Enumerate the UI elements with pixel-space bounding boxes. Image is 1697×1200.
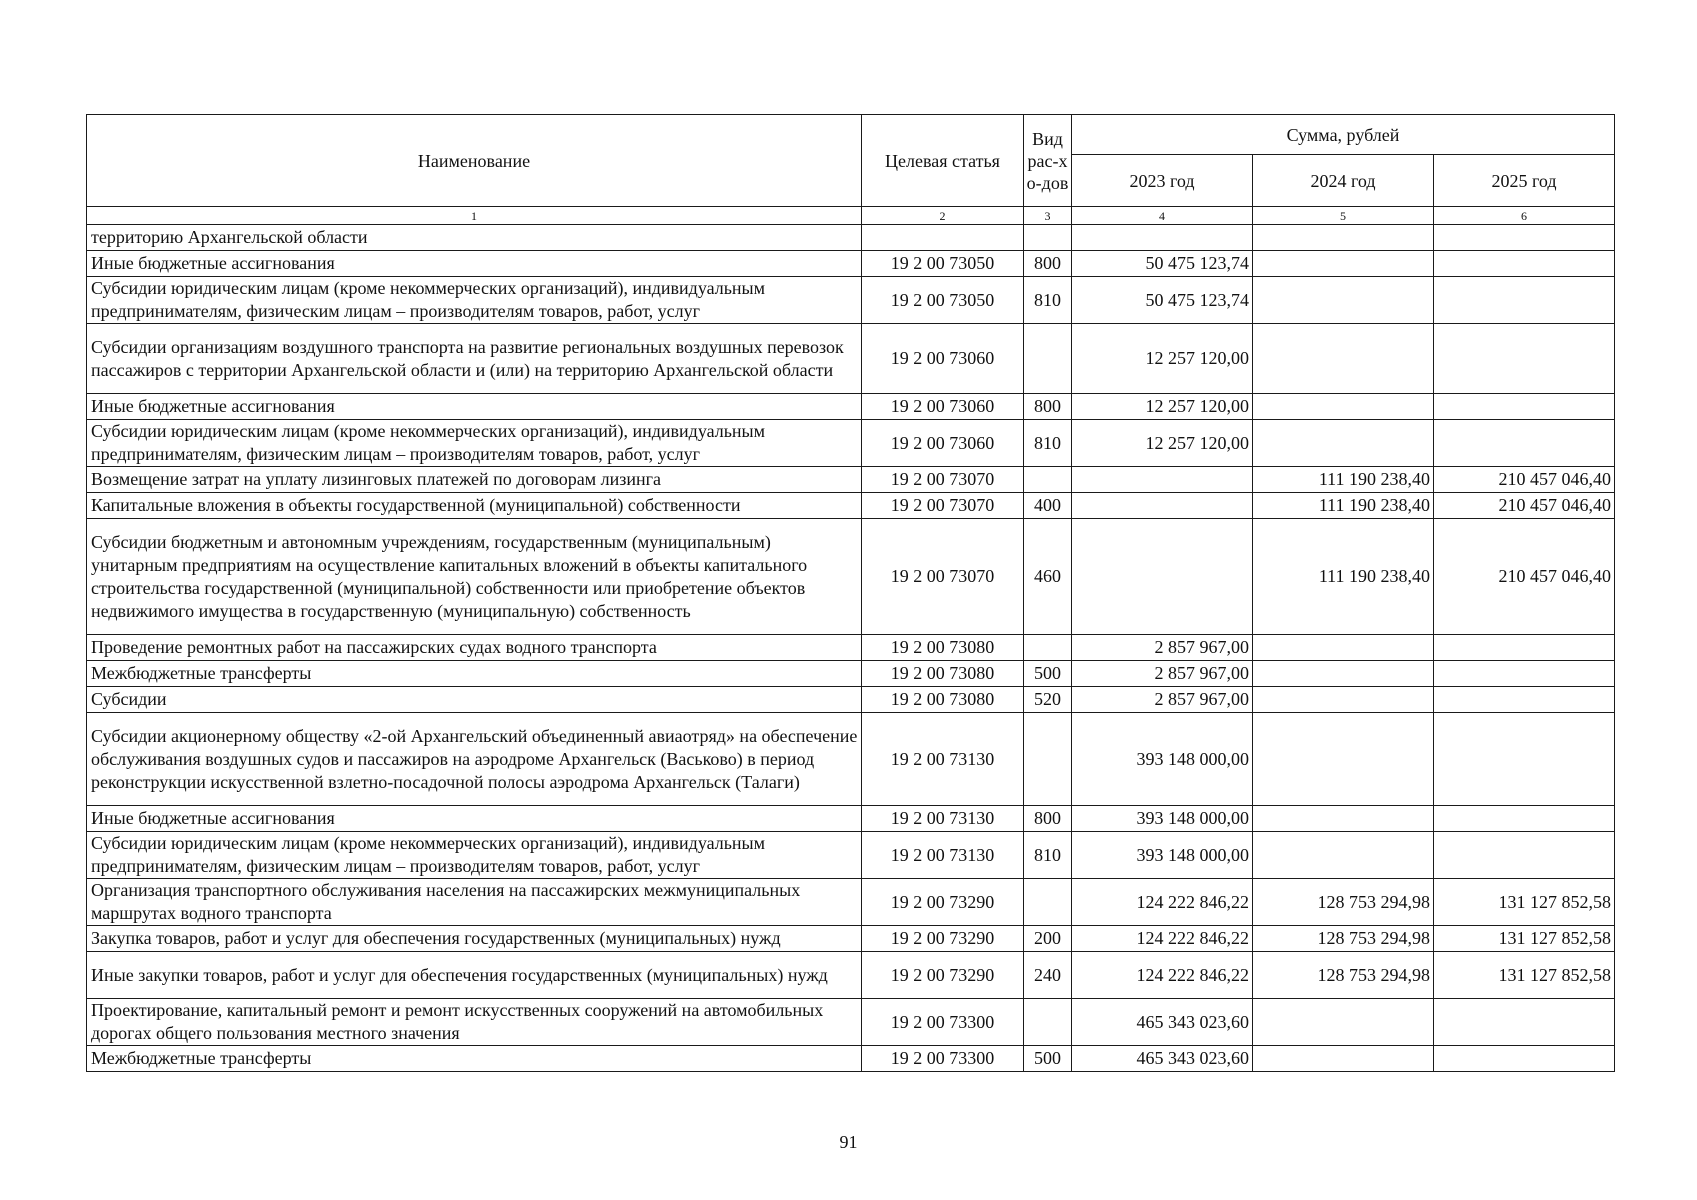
cell-amount-2024: 111 190 238,40 — [1253, 519, 1434, 635]
cell-amount-2025 — [1434, 1046, 1615, 1072]
table-row — [87, 635, 1615, 661]
table-row — [87, 926, 1615, 952]
cell-kind: 800 — [1024, 394, 1072, 420]
cell-amount-2025 — [1434, 394, 1615, 420]
cell-amount-2024: 128 753 294,98 — [1253, 926, 1434, 952]
table-body — [87, 225, 1615, 1072]
cell-amount-2025 — [1434, 713, 1615, 806]
header-name: Наименование — [87, 115, 862, 207]
cell-amount-2024: 128 753 294,98 — [1253, 952, 1434, 999]
cell-amount-2024 — [1253, 661, 1434, 687]
cell-amount-2023: 2 857 967,00 — [1072, 687, 1253, 713]
cell-amount-2024 — [1253, 832, 1434, 879]
table-row — [87, 952, 1615, 999]
cell-amount-2024: 128 753 294,98 — [1253, 879, 1434, 926]
cell-amount-2024 — [1253, 635, 1434, 661]
cell-name: Организация транспортного обслуживания населения на пассажирских межмуниципальных маршрутах водного транспорта — [87, 879, 862, 926]
cell-amount-2024 — [1253, 1046, 1434, 1072]
cell-kind — [1024, 635, 1072, 661]
cell-amount-2025: 131 127 852,58 — [1434, 879, 1615, 926]
cell-amount-2023: 50 475 123,74 — [1072, 251, 1253, 277]
cell-amount-2023 — [1072, 225, 1253, 251]
column-number: 1 — [87, 207, 862, 225]
cell-amount-2024 — [1253, 806, 1434, 832]
cell-kind: 400 — [1024, 493, 1072, 519]
cell-name: Межбюджетные трансферты — [87, 661, 862, 687]
cell-amount-2023: 12 257 120,00 — [1072, 324, 1253, 394]
cell-kind: 810 — [1024, 832, 1072, 879]
cell-kind — [1024, 879, 1072, 926]
cell-amount-2024 — [1253, 999, 1434, 1046]
cell-amount-2023 — [1072, 467, 1253, 493]
cell-amount-2023: 50 475 123,74 — [1072, 277, 1253, 324]
cell-kind: 520 — [1024, 687, 1072, 713]
cell-amount-2025 — [1434, 832, 1615, 879]
cell-kind — [1024, 324, 1072, 394]
cell-amount-2024 — [1253, 324, 1434, 394]
cell-amount-2024 — [1253, 394, 1434, 420]
cell-amount-2025 — [1434, 420, 1615, 467]
cell-kind — [1024, 225, 1072, 251]
cell-amount-2025 — [1434, 635, 1615, 661]
cell-kind: 810 — [1024, 420, 1072, 467]
column-number: 4 — [1072, 207, 1253, 225]
cell-article: 19 2 00 73050 — [862, 277, 1024, 324]
cell-kind — [1024, 999, 1072, 1046]
cell-article: 19 2 00 73080 — [862, 635, 1024, 661]
cell-article: 19 2 00 73130 — [862, 832, 1024, 879]
header-sum: Сумма, рублей — [1072, 115, 1615, 155]
cell-name: Проведение ремонтных работ на пассажирских судах водного транспорта — [87, 635, 862, 661]
cell-amount-2024 — [1253, 225, 1434, 251]
cell-amount-2023: 465 343 023,60 — [1072, 1046, 1253, 1072]
cell-article: 19 2 00 73300 — [862, 1046, 1024, 1072]
cell-article: 19 2 00 73060 — [862, 394, 1024, 420]
cell-name: Субсидии акционерному обществу «2-ой Архангельский объединенный авиаотряд» на обеспечение обслуживания воздушных судов и пассажиров на аэродроме Архангельск (Васьково) в период реконструкции искусственной взлетно-посадочной полосы аэродрома Архангельск (Талаги) — [87, 713, 862, 806]
cell-amount-2023: 12 257 120,00 — [1072, 420, 1253, 467]
cell-article: 19 2 00 73050 — [862, 251, 1024, 277]
cell-amount-2023 — [1072, 519, 1253, 635]
cell-amount-2024: 111 190 238,40 — [1253, 493, 1434, 519]
cell-amount-2024 — [1253, 687, 1434, 713]
cell-amount-2024 — [1253, 420, 1434, 467]
cell-name: Субсидии организациям воздушного транспорта на развитие региональных воздушных перевозок пассажиров с территории Архангельской области и (или) на территорию Архангельской области — [87, 324, 862, 394]
table-row — [87, 467, 1615, 493]
cell-name: Иные бюджетные ассигнования — [87, 394, 862, 420]
cell-amount-2025 — [1434, 225, 1615, 251]
cell-amount-2023 — [1072, 493, 1253, 519]
cell-article — [862, 225, 1024, 251]
header-year-2025: 2025 год — [1434, 155, 1615, 207]
cell-name: Субсидии бюджетным и автономным учреждениям, государственным (муниципальным) унитарным предприятиям на осуществление капитальных вложений в объекты капитального строительства государственной (муниципальной) собственности или приобретение объектов недвижимого имущества в государственную (муниципальную) собственность — [87, 519, 862, 635]
table-row — [87, 687, 1615, 713]
cell-kind: 240 — [1024, 952, 1072, 999]
cell-kind: 500 — [1024, 661, 1072, 687]
cell-amount-2023: 465 343 023,60 — [1072, 999, 1253, 1046]
cell-kind — [1024, 713, 1072, 806]
table-row — [87, 420, 1615, 467]
cell-amount-2025: 131 127 852,58 — [1434, 952, 1615, 999]
table-row — [87, 324, 1615, 394]
column-number: 2 — [862, 207, 1024, 225]
cell-name: территорию Архангельской области — [87, 225, 862, 251]
table-row — [87, 1046, 1615, 1072]
cell-name: Иные закупки товаров, работ и услуг для обеспечения государственных (муниципальных) нужд — [87, 952, 862, 999]
cell-name: Капитальные вложения в объекты государственной (муниципальной) собственности — [87, 493, 862, 519]
cell-name: Проектирование, капитальный ремонт и ремонт искусственных сооружений на автомобильных дорогах общего пользования местного значения — [87, 999, 862, 1046]
table-row — [87, 999, 1615, 1046]
table-row — [87, 832, 1615, 879]
cell-kind: 460 — [1024, 519, 1072, 635]
cell-article: 19 2 00 73070 — [862, 519, 1024, 635]
column-number: 6 — [1434, 207, 1615, 225]
cell-amount-2025 — [1434, 661, 1615, 687]
page-number: 91 — [839, 1132, 858, 1152]
cell-amount-2025: 210 457 046,40 — [1434, 467, 1615, 493]
cell-kind: 500 — [1024, 1046, 1072, 1072]
table-row — [87, 277, 1615, 324]
cell-amount-2025 — [1434, 251, 1615, 277]
cell-kind — [1024, 467, 1072, 493]
cell-article: 19 2 00 73290 — [862, 879, 1024, 926]
table-row — [87, 806, 1615, 832]
cell-article: 19 2 00 73060 — [862, 420, 1024, 467]
column-number: 3 — [1024, 207, 1072, 225]
cell-name: Закупка товаров, работ и услуг для обеспечения государственных (муниципальных) нужд — [87, 926, 862, 952]
cell-name: Субсидии юридическим лицам (кроме некоммерческих организаций), индивидуальным предпринимателям, физическим лицам – производителям товаров, работ, услуг — [87, 420, 862, 467]
cell-kind: 810 — [1024, 277, 1072, 324]
table-row — [87, 225, 1615, 251]
budget-table — [86, 114, 1615, 1072]
cell-amount-2023: 393 148 000,00 — [1072, 806, 1253, 832]
cell-amount-2023: 393 148 000,00 — [1072, 713, 1253, 806]
cell-amount-2025 — [1434, 999, 1615, 1046]
cell-amount-2023: 2 857 967,00 — [1072, 635, 1253, 661]
cell-amount-2025 — [1434, 806, 1615, 832]
header-year-2023: 2023 год — [1072, 155, 1253, 207]
cell-article: 19 2 00 73290 — [862, 926, 1024, 952]
table-row — [87, 713, 1615, 806]
cell-amount-2024 — [1253, 251, 1434, 277]
cell-name: Иные бюджетные ассигнования — [87, 806, 862, 832]
table-row — [87, 251, 1615, 277]
cell-amount-2025: 131 127 852,58 — [1434, 926, 1615, 952]
cell-amount-2023: 124 222 846,22 — [1072, 879, 1253, 926]
cell-amount-2025 — [1434, 277, 1615, 324]
cell-kind: 800 — [1024, 806, 1072, 832]
cell-article: 19 2 00 73070 — [862, 467, 1024, 493]
cell-article: 19 2 00 73070 — [862, 493, 1024, 519]
table-row — [87, 519, 1615, 635]
cell-kind: 800 — [1024, 251, 1072, 277]
cell-article: 19 2 00 73080 — [862, 661, 1024, 687]
cell-amount-2024 — [1253, 713, 1434, 806]
cell-name: Субсидии юридическим лицам (кроме некоммерческих организаций), индивидуальным предпринимателям, физическим лицам – производителям товаров, работ, услуг — [87, 832, 862, 879]
table-row — [87, 879, 1615, 926]
cell-article: 19 2 00 73130 — [862, 713, 1024, 806]
table-row — [87, 493, 1615, 519]
cell-name: Субсидии юридическим лицам (кроме некоммерческих организаций), индивидуальным предпринимателям, физическим лицам – производителям товаров, работ, услуг — [87, 277, 862, 324]
cell-amount-2023: 12 257 120,00 — [1072, 394, 1253, 420]
cell-amount-2025: 210 457 046,40 — [1434, 493, 1615, 519]
cell-name: Возмещение затрат на уплату лизинговых платежей по договорам лизинга — [87, 467, 862, 493]
cell-amount-2025 — [1434, 687, 1615, 713]
cell-article: 19 2 00 73080 — [862, 687, 1024, 713]
cell-article: 19 2 00 73060 — [862, 324, 1024, 394]
cell-amount-2023: 393 148 000,00 — [1072, 832, 1253, 879]
cell-name: Иные бюджетные ассигнования — [87, 251, 862, 277]
cell-amount-2023: 124 222 846,22 — [1072, 952, 1253, 999]
cell-amount-2025 — [1434, 324, 1615, 394]
header-kind: Вид рас-хо-дов — [1024, 115, 1072, 207]
table-row — [87, 394, 1615, 420]
cell-amount-2024: 111 190 238,40 — [1253, 467, 1434, 493]
cell-kind: 200 — [1024, 926, 1072, 952]
cell-name: Межбюджетные трансферты — [87, 1046, 862, 1072]
cell-article: 19 2 00 73290 — [862, 952, 1024, 999]
cell-name: Субсидии — [87, 687, 862, 713]
header-article: Целевая статья — [862, 115, 1024, 207]
column-number: 5 — [1253, 207, 1434, 225]
cell-amount-2024 — [1253, 277, 1434, 324]
table-row — [87, 661, 1615, 687]
cell-article: 19 2 00 73130 — [862, 806, 1024, 832]
cell-amount-2023: 2 857 967,00 — [1072, 661, 1253, 687]
header-year-2024: 2024 год — [1253, 155, 1434, 207]
cell-amount-2023: 124 222 846,22 — [1072, 926, 1253, 952]
cell-article: 19 2 00 73300 — [862, 999, 1024, 1046]
cell-amount-2025: 210 457 046,40 — [1434, 519, 1615, 635]
